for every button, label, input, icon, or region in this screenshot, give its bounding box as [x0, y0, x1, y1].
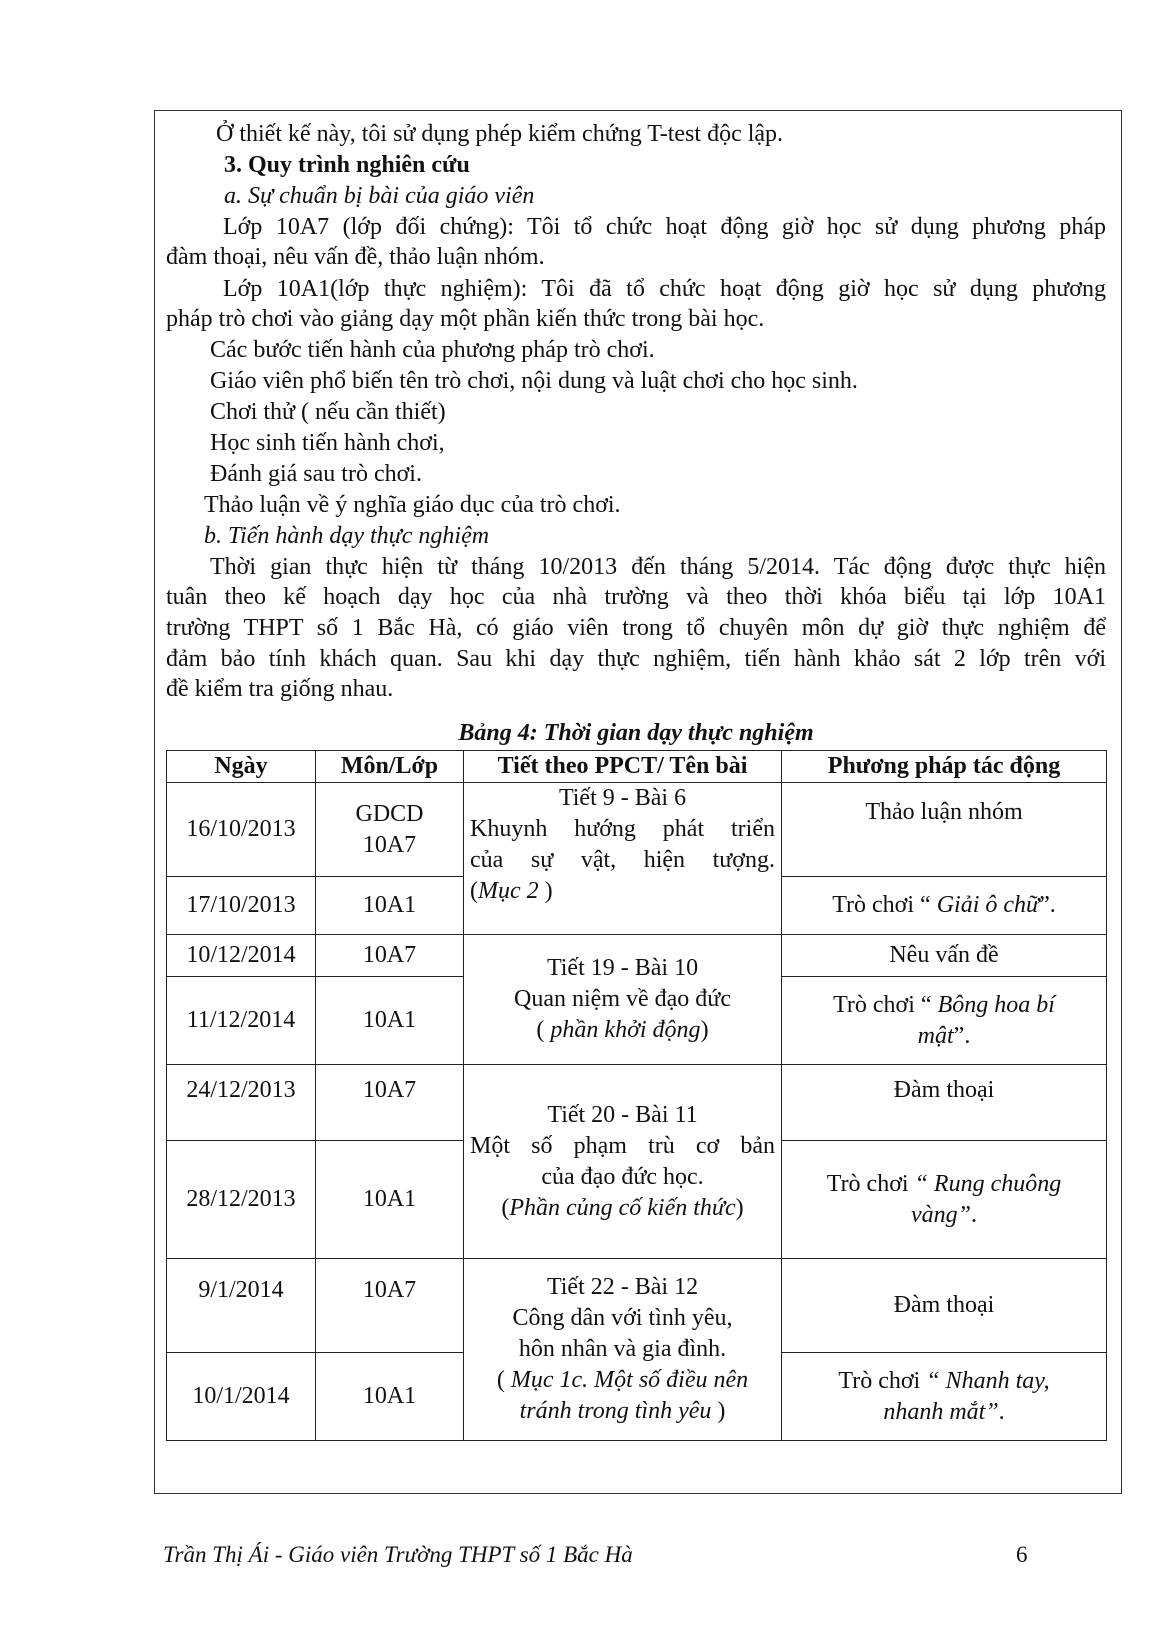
table-header-row [167, 751, 1107, 783]
class-subject: GDCD [355, 800, 424, 827]
paragraph-time-line4: đảm bảo tính khách quan. Sau khi dạy thực nghiệm, tiến hành khảo sát 2 lớp trên với [166, 646, 1106, 672]
paragraph-ttest: Ở thiết kế này, tôi sử dụng phép kiểm chứng T-test độc lập. [216, 121, 784, 147]
paragraph-time-line2: tuân theo kế hoạch dạy học của nhà trường và theo thời khóa biểu tại lớp 10A1 [166, 584, 1106, 610]
lesson-section: ( Mục 1c. Một số điều nên [496, 1367, 749, 1393]
header-lesson: Tiết theo PPCT/ Tên bài [464, 751, 782, 783]
cell-date: 16/10/2013 [167, 783, 316, 877]
cell-date: 10/1/2014 [167, 1353, 316, 1441]
header-method: Phương pháp tác động [782, 751, 1107, 783]
class-name: 10A7 [362, 831, 417, 858]
cell-class: 10A1 [316, 1353, 464, 1441]
cell-method: Trò chơi “ Giải ô chữ”. [782, 877, 1107, 935]
step-2: Chơi thử ( nếu cần thiết) [210, 399, 446, 425]
cell-date: 10/12/2014 [167, 935, 316, 977]
cell-method: Thảo luận nhóm [782, 783, 1107, 877]
table-row [167, 783, 1107, 877]
cell-method: Trò chơi “ Bông hoa bí mật”. [782, 977, 1107, 1065]
lesson-section: tránh trong tình yêu ) [519, 1398, 726, 1424]
step-5: Thảo luận về ý nghĩa giáo dục của trò chơi. [204, 492, 621, 518]
cell-method: Đàm thoại [782, 1259, 1107, 1353]
footer-author: Trần Thị Ái - Giáo viên Trường THPT số 1 Bắc Hà [163, 1542, 633, 1567]
cell-method: Trò chơi “ Rung chuông vàng”. [782, 1141, 1107, 1259]
cell-lesson [464, 1259, 782, 1441]
table-row [167, 1065, 1107, 1141]
subheading-chuan-bi: a. Sự chuẩn bị bài của giáo viên [224, 183, 535, 209]
lesson-line: của sự vật, hiện tượng. [470, 847, 775, 873]
cell-date: 28/12/2013 [167, 1141, 316, 1259]
lesson-line: Một số phạm trù cơ bản [470, 1132, 775, 1159]
lesson-line: hôn nhân và gia đình. [518, 1336, 727, 1362]
lesson-section: (Phần củng cố kiến thức) [501, 1194, 744, 1221]
table-row [167, 1259, 1107, 1353]
lesson-title: Tiết 22 - Bài 12 [546, 1274, 699, 1300]
paragraph-10a7-line2: đàm thoại, nêu vấn đề, thảo luận nhóm. [166, 244, 545, 270]
cell-method: Nêu vấn đề [782, 935, 1107, 977]
cell-date: 9/1/2014 [167, 1259, 316, 1353]
header-class: Môn/Lớp [316, 751, 464, 783]
cell-class: 10A1 [316, 977, 464, 1065]
lesson-title: Tiết 20 - Bài 11 [547, 1101, 698, 1128]
lesson-line: Công dân với tình yêu, [512, 1305, 733, 1331]
cell-lesson [464, 935, 782, 1065]
cell-class: 10A1 [316, 1141, 464, 1259]
cell-lesson [464, 1065, 782, 1259]
table-row [167, 935, 1107, 977]
cell-date: 17/10/2013 [167, 877, 316, 935]
cell-class: 10A7 [316, 935, 464, 977]
paragraph-10a7-line1: Lớp 10A7 (lớp đối chứng): Tôi tổ chức hoạt động giờ học sử dụng phương pháp [223, 214, 1106, 240]
subheading-tien-hanh: b. Tiến hành dạy thực nghiệm [204, 523, 490, 549]
paragraph-10a1-line1: Lớp 10A1(lớp thực nghiệm): Tôi đã tổ chức hoạt động giờ học sử dụng phương [223, 276, 1106, 302]
cell-class [316, 783, 464, 877]
header-date: Ngày [167, 751, 316, 783]
cell-date: 11/12/2014 [167, 977, 316, 1065]
lesson-section: ( phần khởi động) [536, 1017, 709, 1043]
lesson-line: của đạo đức học. [541, 1163, 704, 1190]
lesson-section: (Mục 2 ) [470, 878, 553, 904]
step-4: Đánh giá sau trò chơi. [210, 461, 422, 487]
paragraph-time-line3: trường THPT số 1 Bắc Hà, có giáo viên trong tổ chuyên môn dự giờ thực nghiệm để [166, 615, 1106, 641]
cell-class: 10A7 [316, 1259, 464, 1353]
paragraph-time-line5: đề kiểm tra giống nhau. [166, 676, 394, 702]
cell-method: Đàm thoại [782, 1065, 1107, 1141]
lesson-title: Tiết 9 - Bài 6 [558, 785, 687, 811]
heading-quy-trinh: 3. Quy trình nghiên cứu [224, 152, 470, 178]
schedule-table [166, 750, 1107, 1441]
cell-method: Trò chơi “ Nhanh tay, nhanh mắt”. [782, 1353, 1107, 1441]
step-3: Học sinh tiến hành chơi, [210, 430, 445, 456]
cell-date: 24/12/2013 [167, 1065, 316, 1141]
cell-class: 10A1 [316, 877, 464, 935]
lesson-title: Tiết 19 - Bài 10 [546, 955, 699, 981]
page-number: 6 [1016, 1542, 1028, 1567]
paragraph-10a1-line2: pháp trò chơi vào giảng dạy một phần kiến thức trong bài học. [166, 306, 765, 332]
paragraph-time-line1: Thời gian thực hiện từ tháng 10/2013 đến tháng 5/2014. Tác động được thực hiện [210, 554, 1106, 580]
table-caption: Bảng 4: Thời gian dạy thực nghiệm [458, 720, 814, 746]
step-intro: Các bước tiến hành của phương pháp trò chơi. [210, 337, 655, 363]
lesson-line: Khuynh hướng phát triển [470, 816, 775, 842]
step-1: Giáo viên phổ biến tên trò chơi, nội dung và luật chơi cho học sinh. [210, 368, 858, 394]
cell-class: 10A7 [316, 1065, 464, 1141]
lesson-line: Quan niệm về đạo đức [514, 986, 731, 1012]
cell-lesson [464, 783, 782, 935]
